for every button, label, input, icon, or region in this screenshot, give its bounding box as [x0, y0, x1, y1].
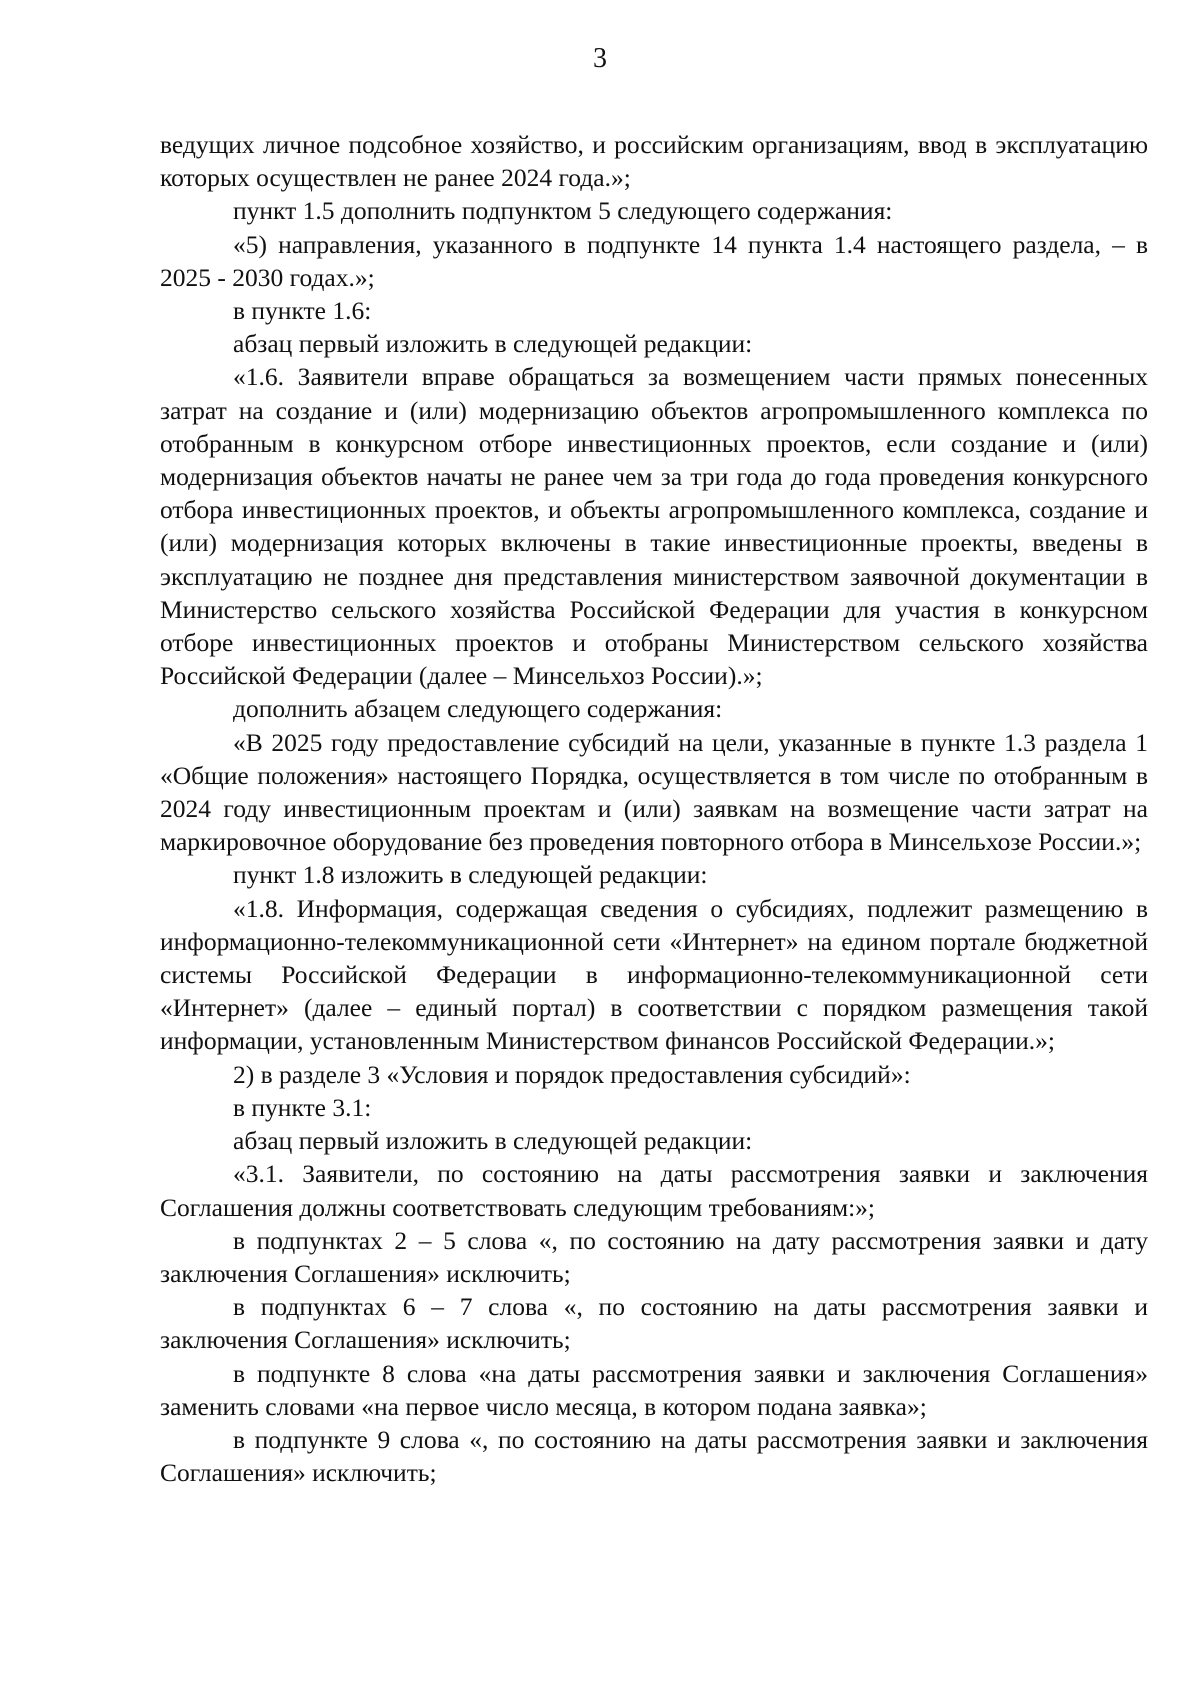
- page-number: 3: [593, 43, 607, 74]
- paragraph: в подпункте 9 слова «, по состоянию на даты рассмотрения заявки и заключения Соглашения» исключить;: [160, 1424, 1148, 1488]
- paragraph: «5) направления, указанного в подпункте 14 пункта 1.4 настоящего раздела, – в 2025 - 2030 годах.»;: [160, 229, 1148, 292]
- paragraph: в подпунктах 2 – 5 слова «, по состоянию на дату рассмотрения заявки и дату заключения Соглашения» исключить;: [160, 1225, 1148, 1288]
- paragraph: в подпункте 8 слова «на даты рассмотрения заявки и заключения Соглашения» заменить словами «на первое число месяца, в котором подана заявка»;: [160, 1358, 1148, 1421]
- paragraph: абзац первый изложить в следующей редакции:: [233, 1126, 753, 1156]
- paragraph: 2) в разделе 3 «Условия и порядок предоставления субсидий»:: [233, 1059, 911, 1089]
- paragraph: дополнить абзацем следующего содержания:: [233, 694, 723, 724]
- document-body: [160, 128, 1148, 1489]
- paragraph: «В 2025 году предоставление субсидий на цели, указанные в пункте 1.3 раздела 1 «Общие положения» настоящего Порядка, осуществляется в том числе по отобранным в 2024 году инвестиционным проектам и (или) заявкам на возмещение части затрат на маркировочное оборудование без проведения повторного отбора в Минсельхозе России.»;: [160, 727, 1148, 857]
- paragraph: в подпунктах 6 – 7 слова «, по состоянию на даты рассмотрения заявки и заключения Соглашения» исключить;: [160, 1292, 1148, 1355]
- paragraph: пункт 1.5 дополнить подпунктом 5 следующего содержания:: [233, 196, 893, 226]
- paragraph: абзац первый изложить в следующей редакции:: [233, 329, 753, 359]
- paragraph: «1.8. Информация, содержащая сведения о субсидиях, подлежит размещению в информационно-телекоммуникационной сети «Интернет» на едином портале бюджетной системы Российской Федерации в информационно-телекоммуникационной сети «Интернет» (далее – единый портал) в соответствии с порядком размещения такой информации, установленным Министерством финансов Российской Федерации.»;: [160, 893, 1148, 1056]
- paragraph: «3.1. Заявители, по состоянию на даты рассмотрения заявки и заключения Соглашения должны соответствовать следующим требованиям:»;: [160, 1159, 1148, 1222]
- paragraph: пункт 1.8 изложить в следующей редакции:: [233, 860, 708, 890]
- paragraph: в пункте 3.1:: [233, 1092, 372, 1122]
- paragraph: в пункте 1.6:: [233, 296, 372, 326]
- paragraph: ведущих личное подсобное хозяйство, и российским организациям, ввод в эксплуатацию которых осуществлен не ранее 2024 года.»;: [160, 130, 1148, 193]
- paragraph: «1.6. Заявители вправе обращаться за возмещением части прямых понесенных затрат на создание и (или) модернизацию объектов агропромышленного комплекса по отобранным в конкурсном отборе инвестиционных проектов, если создание и (или) модернизация объектов начаты не ранее чем за три года до года проведения конкурсного отбора инвестиционных проектов, и объекты агропромышленного комплекса, создание и (или) модернизация которых включены в такие инвестиционные проекты, введены в эксплуатацию не позднее дня представления министерством заявочной документации в Министерство сельского хозяйства Российской Федерации для участия в конкурсном отборе инвестиционных проектов и отобраны Министерством сельского хозяйства Российской Федерации (далее – Минсельхоз России).»;: [160, 362, 1148, 691]
